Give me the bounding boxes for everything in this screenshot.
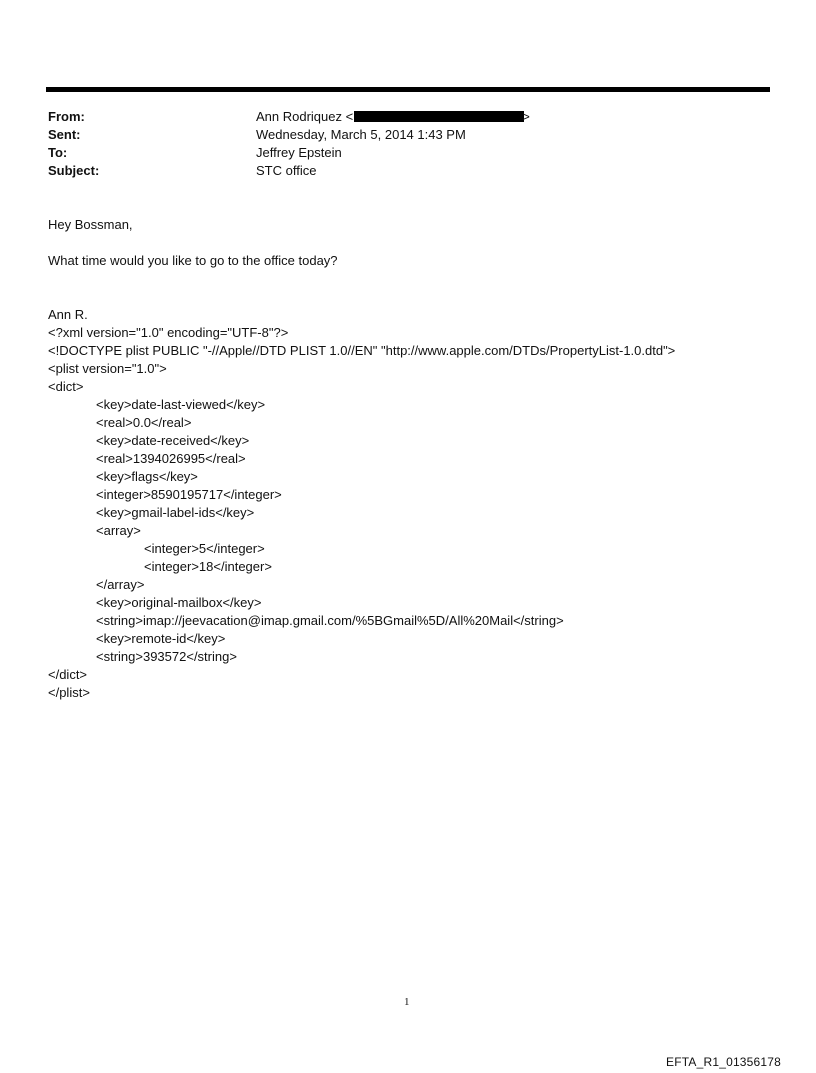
plist-line: <integer>8590195717</integer>	[96, 487, 282, 502]
sent-value: Wednesday, March 5, 2014 1:43 PM	[256, 127, 466, 142]
plist-line: </dict>	[48, 667, 88, 682]
plist-line: </plist>	[48, 685, 90, 700]
plist-line: <string>imap://jeevacation@imap.gmail.com/%5BGmail%5D/All%20Mail</string>	[96, 613, 564, 628]
document-id: EFTA_R1_01356178	[666, 1055, 782, 1069]
signature: Ann R.	[48, 307, 88, 322]
from-row	[48, 108, 648, 126]
to-label: To:	[48, 145, 68, 160]
plist-line: <key>flags</key>	[96, 469, 198, 484]
plist-line: <integer>18</integer>	[144, 559, 272, 574]
sent-label: Sent:	[48, 127, 81, 142]
sent-row	[48, 126, 648, 144]
from-name: Ann Rodriquez <	[256, 109, 354, 124]
from-tail: >	[522, 109, 530, 124]
message-text: What time would you like to go to the office today?	[48, 253, 338, 268]
to-value: Jeffrey Epstein	[256, 145, 342, 160]
plist-line: <real>0.0</real>	[96, 415, 192, 430]
plist-line: <real>1394026995</real>	[96, 451, 246, 466]
page-number: 1	[404, 996, 410, 1008]
greeting: Hey Bossman,	[48, 217, 133, 232]
plist-line: <key>remote-id</key>	[96, 631, 226, 646]
to-row	[48, 144, 648, 162]
email-header	[48, 108, 648, 180]
plist-line: <plist version="1.0">	[48, 361, 167, 376]
from-value	[256, 108, 530, 126]
header-rule	[46, 87, 770, 92]
plist-line: <key>gmail-label-ids</key>	[96, 505, 255, 520]
plist-line: <dict>	[48, 379, 84, 394]
plist-line: <key>original-mailbox</key>	[96, 595, 262, 610]
plist-line: <integer>5</integer>	[144, 541, 265, 556]
plist-line: <array>	[96, 523, 141, 538]
plist-line: <string>393572</string>	[96, 649, 237, 664]
plist-line: </array>	[96, 577, 145, 592]
subject-value: STC office	[256, 163, 317, 178]
plist-line: <key>date-received</key>	[96, 433, 250, 448]
subject-label: Subject:	[48, 163, 100, 178]
plist-line: <key>date-last-viewed</key>	[96, 397, 266, 412]
plist-block	[48, 324, 675, 702]
from-label: From:	[48, 109, 85, 124]
plist-line: <!DOCTYPE plist PUBLIC "-//Apple//DTD PLIST 1.0//EN" "http://www.apple.com/DTDs/PropertyList-1.0.dtd">	[48, 343, 676, 358]
plist-line: <?xml version="1.0" encoding="UTF-8"?>	[48, 325, 289, 340]
subject-row	[48, 162, 648, 180]
redaction-bar	[354, 111, 524, 122]
